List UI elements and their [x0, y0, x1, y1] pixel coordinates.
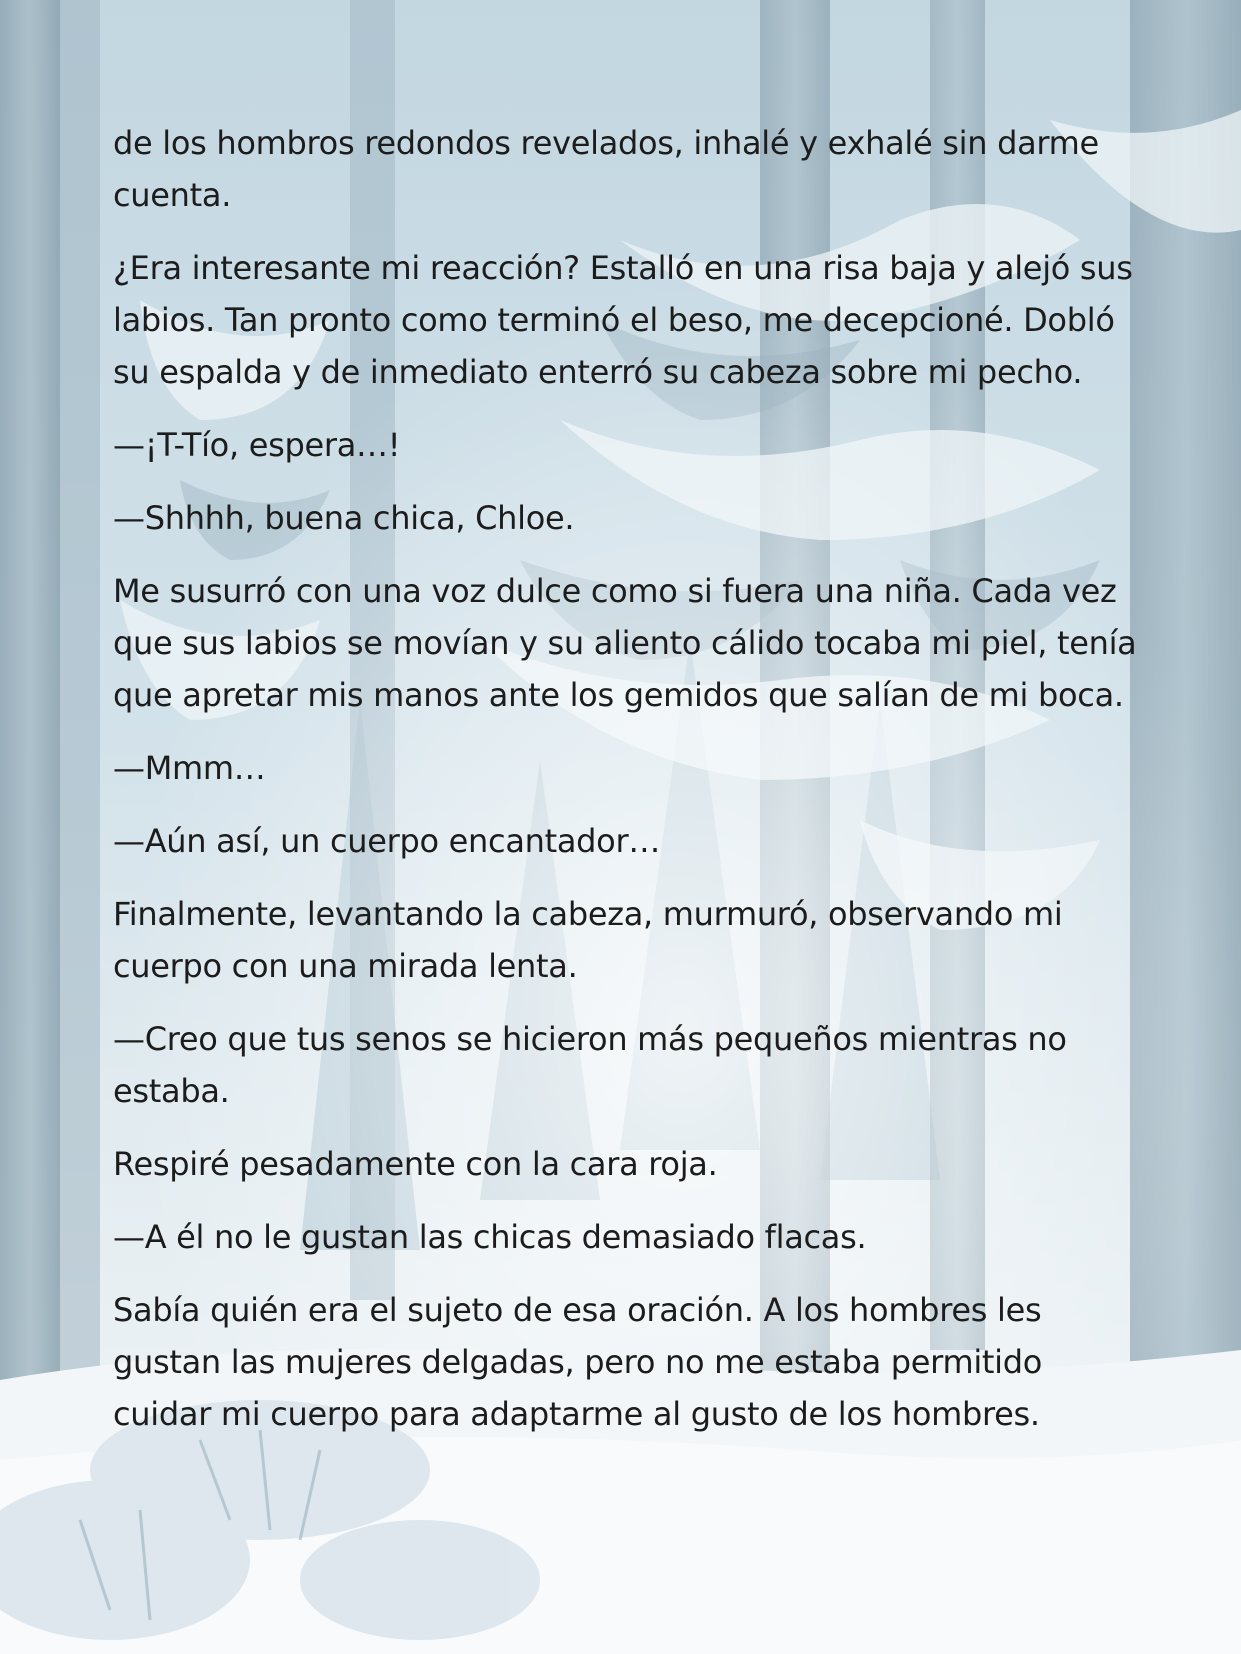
story-text: [113, 117, 1143, 1461]
dialogue-line: —Creo que tus senos se hicieron más pequeños mientras no estaba.: [113, 1020, 1067, 1110]
paragraph: de los hombros redondos revelados, inhalé y exhalé sin darme cuenta.: [113, 124, 1099, 214]
dialogue-line: —Aún así, un cuerpo encantador…: [113, 822, 661, 860]
paragraph: Respiré pesadamente con la cara roja.: [113, 1145, 718, 1183]
dialogue-line: —A él no le gustan las chicas demasiado flacas.: [113, 1218, 867, 1256]
paragraph: Me susurró con una voz dulce como si fuera una niña. Cada vez que sus labios se movían y su aliento cálido tocaba mi piel, tenía que apretar mis manos ante los gemidos que salían de mi boca.: [113, 572, 1137, 714]
paragraph: ¿Era interesante mi reacción? Estalló en una risa baja y alejó sus labios. Tan pronto como terminó el beso, me decepcioné. Dobló su espalda y de inmediato enterró su cabeza sobre mi pecho.: [113, 249, 1133, 391]
dialogue-line: —Shhhh, buena chica, Chloe.: [113, 499, 575, 537]
dialogue-line: —¡T-Tío, espera…!: [113, 426, 401, 464]
dialogue-line: —Mmm…: [113, 749, 266, 787]
paragraph: Sabía quién era el sujeto de esa oración. A los hombres les gustan las mujeres delgadas, pero no me estaba permitido cuidar mi cuerpo para adaptarme al gusto de los hombres.: [113, 1291, 1043, 1433]
paragraph: Finalmente, levantando la cabeza, murmuró, observando mi cuerpo con una mirada lenta.: [113, 895, 1063, 985]
